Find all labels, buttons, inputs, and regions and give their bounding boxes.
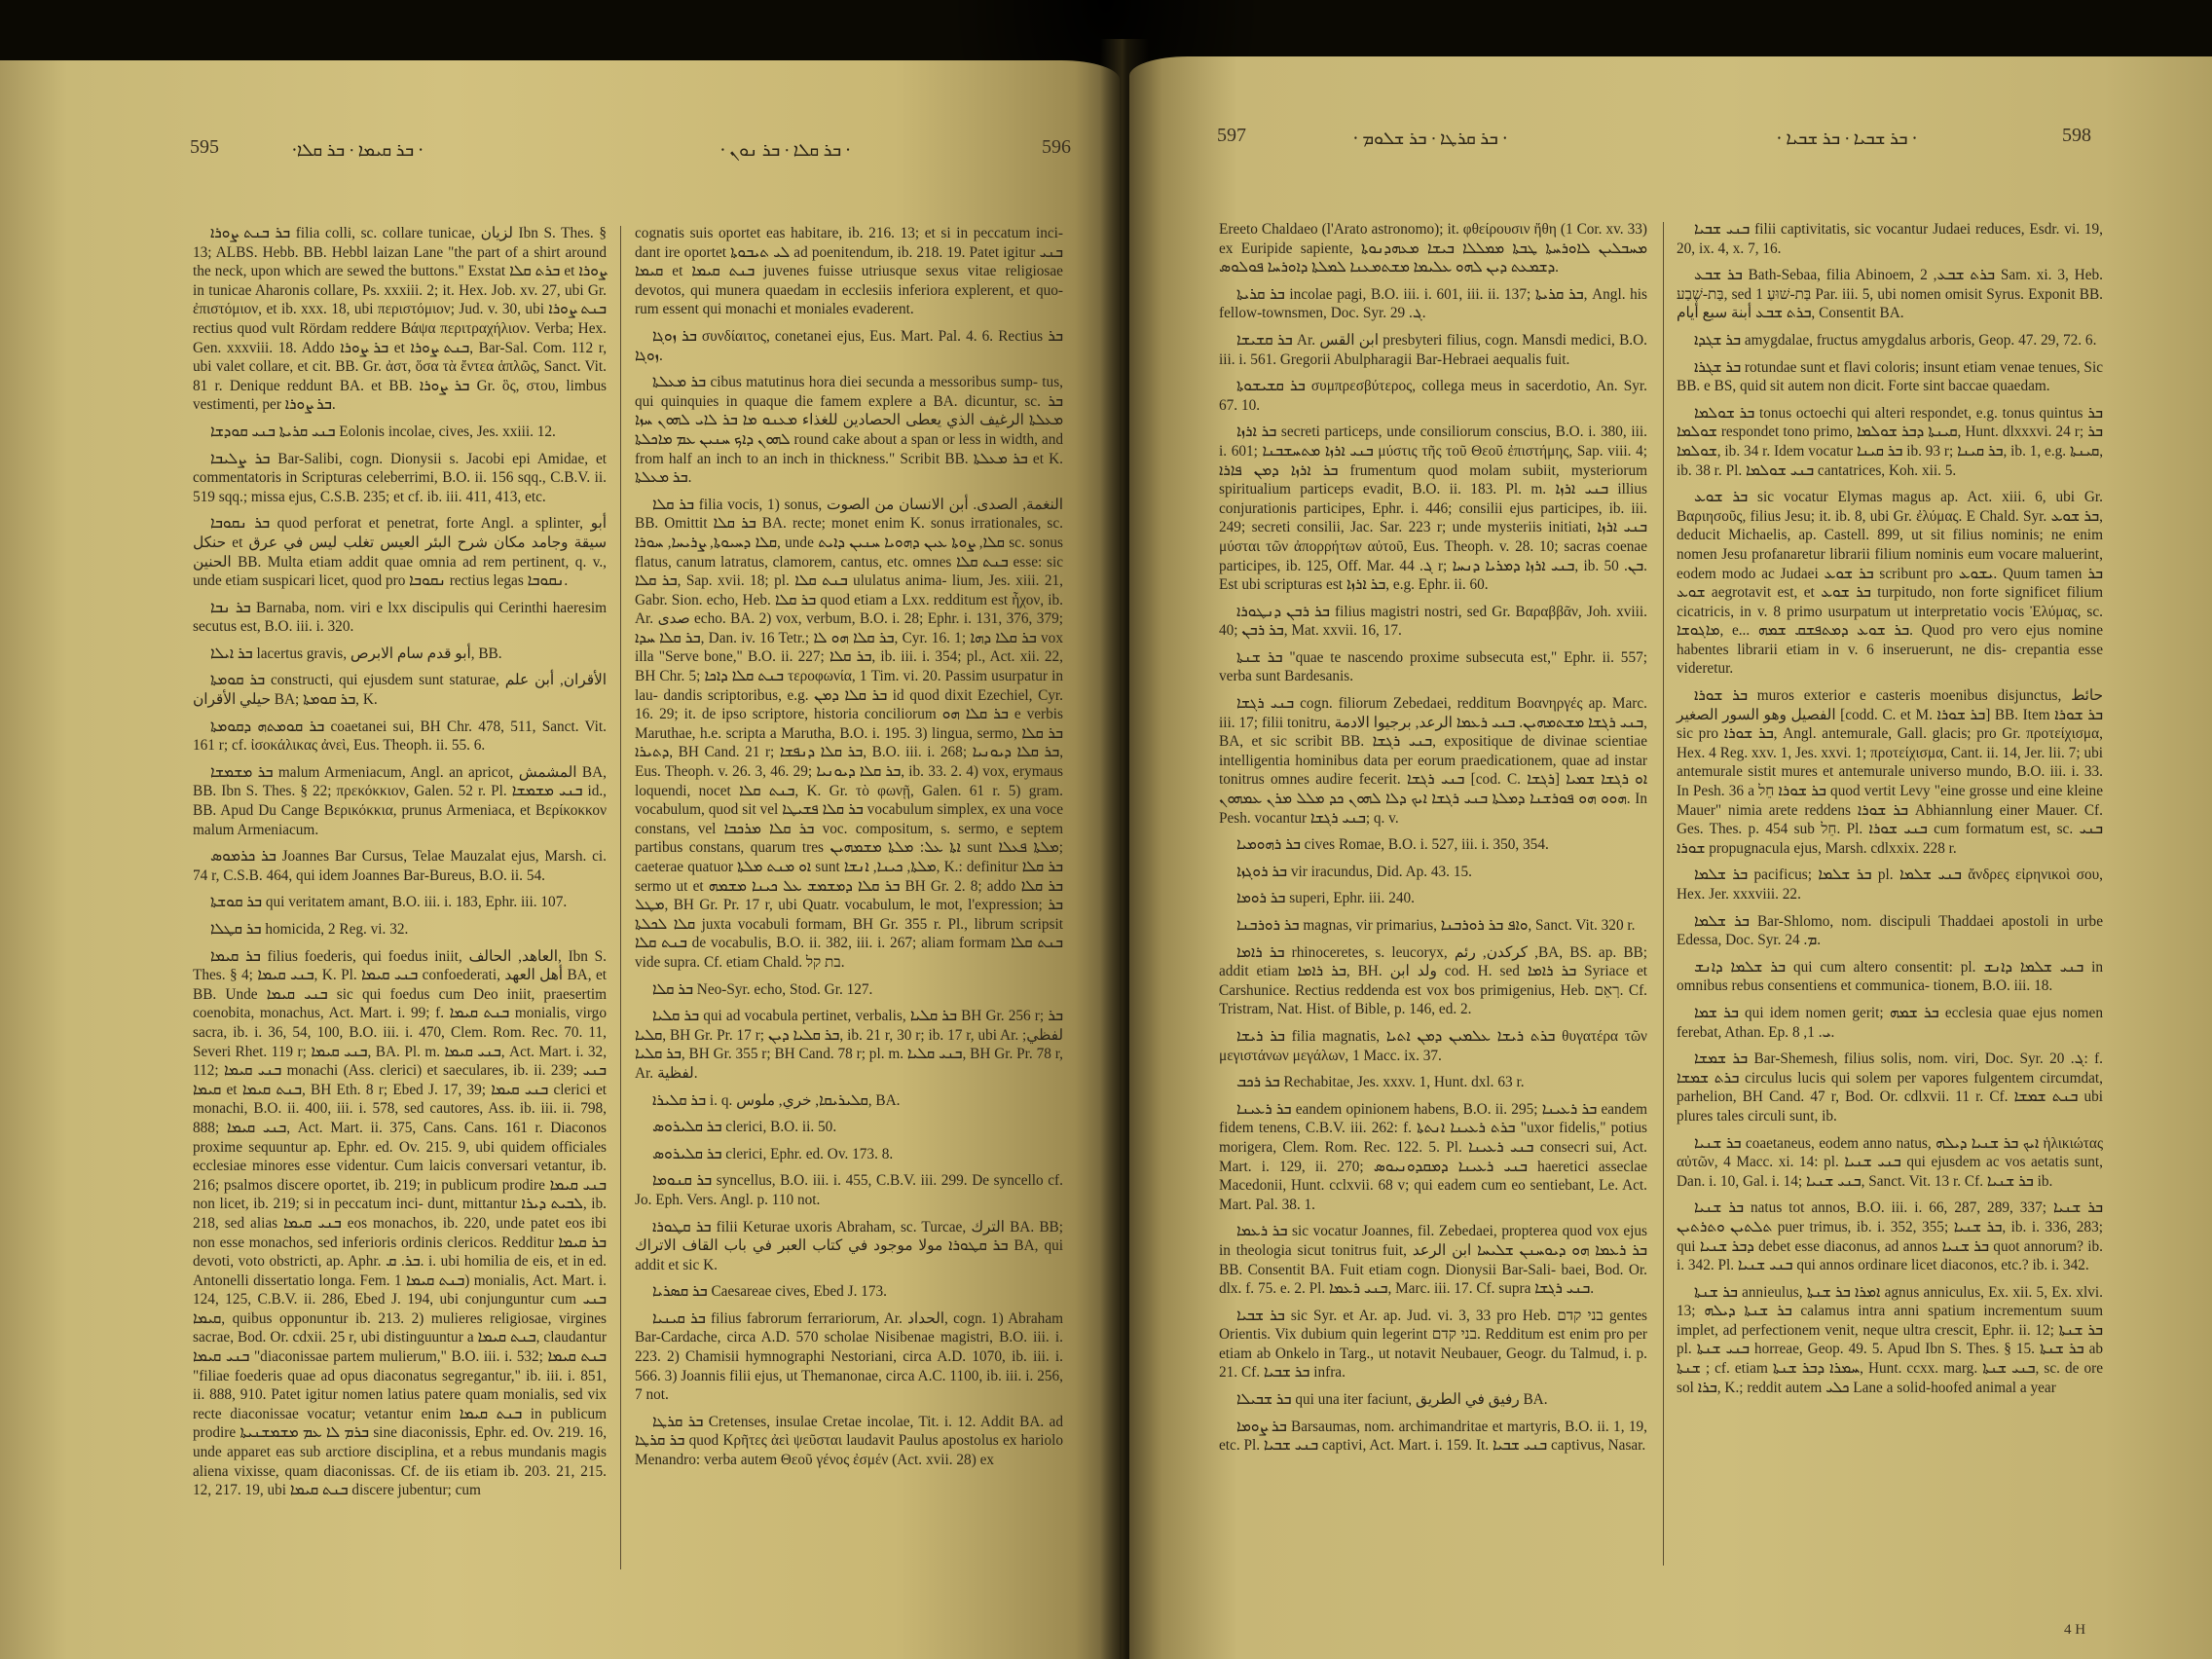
- dictionary-entry: ܒܪ ܩܘܫܬܐ qui veritatem amant, B.O. iii. i. 183, Ephr. iii. 107.: [210, 894, 568, 911]
- dictionary-entry: ܒܪ ܫܘܠܡܐ tonus octoechi qui alteri respondet, e.g. tonus quintus ܒܪ ܫܘܠܡܐ respondet tono primo, ܩܝܢܬܐ ܕܒܪ ܫܘܠܡܐ, Hunt. dlxxxvi. 24 r; ܒܪ ܫܘܠܡܐ, ib. 34 r. Idem vocatur ܒܪ ܩܝܢܐ ib. 93 r; ܒܪ ܩܝܢܐ, ib. 1, e.g. ܩܝܢܬܐ, ib. 38 r. Pl. ܒܢܝ ܫܘܠܡܐ cantatrices, Koh. xii. 5.: [1677, 404, 2104, 479]
- dictionary-entry: ܒܪ ܫܡܐ qui idem nomen gerit; ܒܪ ܫܡܗ ecclesia quae ejus nomen ferebat, Athan. Ep. ܝ. 1, 8.: [1677, 1004, 2103, 1041]
- right-page-header: [1129, 125, 2212, 164]
- dictionary-entry: ܒܪ ܫܒܝܐ sic Syr. et Ar. ap. Jud. vi. 3, 33 pro Heb. בני קדם gentes Orientis. Vix dubium quin legerint בני קדם. Redditum est enim pro per etiam ab Onkelo in Targ., ut notavit Neubauer, Geogr. du Talmud, i. p. 21. Cf. ܒܪ ܫܒܝܐ infra.: [1219, 1307, 1647, 1382]
- left-page-header: [0, 136, 1120, 175]
- dictionary-entry: ܒܪ ܫܘܪܐ muros exterior e casteris moenibus disjunctus, حائط الفصيل وهو السور الصغير [codd. C. et M. ܒܪ ܫܘܪܐ] BB. Item ܒܪ ܫܘܪܐ sic pro ܒܪ ܫܘܪܐ, Angl. antemurale, Gall. glacis; pro Gr. προτείχισμα, Hex. 4 Reg. xxv. 1, Jes. xxvi. 1; προτείχισμα, Cant. ii. 14, Jer. lii. 7; ubi antemurale sistit mures et antemurale universo mundo, B.O. iii. i. 33. In Pesh. 36 a ܒܪ ܫܘܪܐ חֵל quod vertit Levy "eine grosse und eine kleine Mauer" nimia arete reddens ܒܪ ܫܘܪܐ Abhiannlung einer Mauer. Cf. Ges. Thes. p. 454 sub חֵל. Pl. ܒܢܝ ܫܘܪܐ cum formatum est, sc. ܒܢܝ ܫܘܪܐ propugnacula ejus, Marsh. cdlxxix. 228 r.: [1677, 687, 2104, 857]
- dictionary-entry: ܒܪ ܩܠܝܐ qui ad vocabula pertinet, verbalis, ܒܪ ܩܠܝܐ BH Gr. 256 r; ܒܪ ܩܠܝܐ, BH Gr. Pr. 17 r; ܒܪ ܩܠܝܐ ܕܝܢ, ib. 21 r, 30 r; ib. 17 r, ubi Ar. لفظي; ܒܪ ܩܠܝܐ, BH Gr. 355 r; BH Cand. 78 r; pl. m. ܒܢܝ ܩܠܝܐ, BH Gr. Pr. 78 r, Ar. لفظية.: [635, 1008, 1064, 1082]
- dictionary-entry: ܒܢܝ ܫܒܝܐ filii captivitatis, sic vocantur Judaei reduces, Esdr. vi. 19, 20, ix. 4, x. 7, 16.: [1677, 221, 2104, 257]
- dictionary-entry: ܒܪ ܫܢܝܐ coaetaneus, eodem anno natus, ܐܝܟ ܒܪ ܫܢܝܐ ܕܝܠܗ ἡλικιώτας αὐτῶν, 4 Macc. xi. 14: pl. ܒܢܝ ܫܢܝܐ qui ejusdem ac vos aetatis sunt, Dan. i. 10, Gal. i. 14; ܒܢܝ ܫܢܝܐ, Sanct. Vit. 13 r. Cf. ܒܪ ܫܢܝܐ ib.: [1677, 1134, 2103, 1190]
- right-page: [1129, 56, 2212, 1659]
- dictionary-entry: ܒܪ ܡܫܡܫܐ malum Armeniacum, Angl. an apricot, المشمش BA, BB. Ibn S. Thes. § 22; πρεκόκκιον, Galen. 52 r. Pl. ܒܢܝ ܡܫܡܫܐ id., BB. Apud Du Cange Βερικόκκια, prunus Armeniaca, et Βερίκοκκον malum Armeniacum.: [193, 763, 608, 838]
- dictionary-entry: ܒܪ ܩܘܡܬܐ constructi, qui ejusdem sunt staturae, الأقران, أبن علم حيلي الأقران BA; ܒܪ ܩܘܡܬܐ, K.: [193, 672, 607, 709]
- dictionary-entry: ܒܪ ܫܢܬܐ "quae te nascendo proxime subsecuta est," Ephr. ii. 557; verba sunt Bardesanis.: [1219, 648, 1647, 685]
- dictionary-entry: ܒܪ ܫܠܡܐ pacificus; ܒܪ ܫܠܡܐ pl. ܒܢܝ ܫܠܡܐ ἄνδρες εἰρηνικοὶ σου, Hex. Jer. xxxviii. 22.: [1677, 866, 2104, 903]
- dictionary-entry: ܒܪ ܪܘܡܐ superi, Ephr. iii. 240.: [1236, 890, 1415, 907]
- dictionary-entry: ܒܪ ܟܪܡܘܣ Joannes Bar Cursus, Telae Mauzalat ejus, Marsh. ci. 74 r, C.S.B. 464, qui idem Joannes Bar-Bureus, B.O. ii. 54.: [193, 848, 607, 884]
- dictionary-entry: ܒܪ ܪܗܘܡܝܐ cives Romae, B.O. i. 527, iii. i. 350, 354.: [1236, 836, 1549, 854]
- dictionary-entry: ܒܪ ܫܠܡܐ ܕܐܢܫ qui cum altero consentit: pl. ܒܢܝ ܫܠܡܐ ܕܐܢܫ in omnibus rebus consentiens et communica- tionem, B.O. iii. 18.: [1677, 958, 2103, 995]
- dictionary-entry: ܒܪ ܫܒܝܠܐ qui una iter faciunt, رفيق في الطريق BA.: [1236, 1391, 1548, 1409]
- dictionary-entry: ܒܪ ܫܡܫܐ Bar-Shemesh, filius solis, nom. viri, Doc. Syr. ܓ. 20: f. ܒܪܬ ܫܡܫܐ circulus lucis qui solem per vapores fulgentem circumdat, parhelion, BH Cand. 47 r, Bod. Or. cdlxvii. 11 r. Cf. ܒܢܬ ܫܡܫܐ ubi plures tales circuli sunt, ib.: [1677, 1051, 2104, 1124]
- dictionary-entry: ܒܪ ܫܢܬܐ annieulus, ܐܡܪܐ ܒܪ ܫܢܬܐ agnus anniculus, Ex. xii. 5, Ex. xlvi. 13; ܒܪ ܫܢܬܐ ܕܝܠܗ calamus intra anni spatium incrementum suum implet, ad perfectionem venit, neque ultra crescit, Ephr. ii. 12; ܒܪ ܫܢܬܐ pl. ܒܢܝ ܫܢܬܐ horreae, Geop. 49. 5. Apud Ibn S. Thes. § 15. ܒܪ ܫܢܬܐ ab ܫܢܬܐ ; cf. etiam ܚܡܪܐ ܕܒܪ ܫܢܬܐ, Hunt. ccxx. marg. ܒܢܝ ܫܢܬܐ, sc. de ore sol ܒܪܐ, K.; reddit autem ܟܠܝ Lane a solid-hoofed animal a year: [1677, 1283, 2104, 1396]
- left-page-column-2: [635, 224, 1063, 1567]
- dictionary-entry: ܒܪ ܩܠܝܪܘܣ clerici, B.O. ii. 50.: [652, 1119, 837, 1136]
- dictionary-entry: ܒܪ ܩܪܝܬܐ incolae pagi, B.O. iii. i. 601, iii. ii. 137; ܒܪ ܩܪܝܬܐ, Angl. his fellow-townsmen, Doc. Syr. ܓ. 29.: [1219, 285, 1647, 322]
- dictionary-entry: ܒܪ ܪܘܪܒܢܐ magnas, vir primarius, ܘܐܦ ܒܪ ܪܘܪܒܢܐ, Sanct. Vit. 320 r.: [1236, 917, 1636, 934]
- dictionary-entry: ܒܪ ܨܘܡܐ Barsaumas, nom. archimandritae et martyris, B.O. ii. 1, 19, etc. Pl. ܒܢܝ ܫܒܝܐ captivi, Act. Mart. i. 159. It. ܒܢܝ ܫܒܝܐ captivus, Nasar.: [1219, 1418, 1647, 1455]
- page-number: 596: [1042, 136, 1071, 158]
- right-page-column-2: [1677, 220, 2103, 1564]
- column-rule: [620, 226, 621, 1569]
- dictionary-entry: ܒܪ ܩܛܘܪܐ filii Keturae uxoris Abraham, sc. Turcae, الترك BA. BB; ܒܪ ܩܛܘܪܐ مولا موجود في كتاب العبر في باب القاف الاتراك BA, qui addit et sic K.: [635, 1218, 1063, 1273]
- dictionary-entry: ܒܪ ܫܘܥ sic vocatur Elymas magus ap. Act. xiii. 6, ubi Gr. Βαριησοῦς, filius Jesu; it. ib. 8, ubi Gr. ἐλύμας. E Chald. Syr. ܒܪ ܫܘܥ, deducit Michaelis, ap. Castell. 899, ut sit filius nominis; ne enim nomen Jesu profanaretur librarii filium nominis eum vocare maluerint, eodem modo ac Judaei ܒܪ ܫܘܥ scribunt pro ܝܫܘܥ. Quum tamen ܒܪ ܫܘܥ aegrotavit est, et ܒܪ ܫܘܥ turpitudo, non forte significet filium cicatricis, in v. 8 primo usurpatum ut interpretatio vocis Ἐλύμας, sc. ܡܐܓܘܫܐ, e... ܒܪ ܫܘܥ ܕܡܬܦܫܩ ܫܡܗ. Quod pro vero ejus nomine habentes librarii etiam in v. 6 inseruerunt, ne dis- crepantia esse videretur.: [1677, 489, 2104, 678]
- dictionary-entry: ܒܪ ܪܥܝܢܐ eandem opinionem habens, B.O. ii. 295; ܒܪ ܪܥܝܢܐ eandem fidem tenens, C.B.V. iii. 262: f. ܒܪܬ ܪܥܝܢܐ ܐܢܬܬܐ "uxor fidelis," potius morigera, Clem. Rom. Rec. 122. 5. Pl. ܒܢܝ ܪܥܝܢܐ consecri sui, Act. Mart. i. 129, ii. 270; ܒܢܝ ܪܥܝܢܐ ܕܡܩܕܘܢܝܘܣ haeretici asseclae Macedonii, Hunt. cclxvii. 68 v; qui eadem cum eo sentiebant, Le. Act. Mart. Pal. 38. 1.: [1219, 1100, 1648, 1213]
- dictionary-entry: ܒܪ ܩܠܐ filia vocis, 1) sonus, النغمة, الصدى. أبن الانسان من الصوت BB. Omittit ܒܪ ܩܠܐ BA. recte; monet enim K. sonus irrationales, sc. ܩܠܐ ܕܚܝܘܬܐ, ܨܪܝܚܐ, ܚܘܪܐ, unde ܩܠܐ, ܨܘܬܐ ܥܝܢ ܕܗܘܝܐ ܚܢܝܢ ܕܐܝܬ sc. sonus flatus, canum latratus, clamorem, cantus, etc. omnes ܒܢܬ ܩܠܐ esse: sic ܒܪ ܩܠܐ, Sap. xvii. 18; pl. ܒܢܬ ܩܠܐ ululatus anima- lium, Jes. xiii. 21, Gabr. Sion. echo, Heb. ܒܪ ܩܠܐ quod etiam a Lxx. redditum est ἦχον, ib. Ar. صدى echo. BA. 2) vox, verbum, B.O. i. 28; Ephr. i. 131, 376, 379; ܒܪ ܩܠܐ ܚܕܐ, Dan. iv. 16 Tetr.; ܒܪ ܩܠܐ ܗܘ ܠܐ, Cyr. 16. 1; ܒܪ ܩܠܐ ܕܗܐ vox illa "Serve bone," B.O. ii. 227; ܒܪ ܩܠܐ, ib. iii. i. 354; pl., Act. xii. 22, BH Chr. 5; ܒܢܬ ܩܠܐ ܕܐܟܐ τεροφωνία, 1 Tim. vi. 20. Passim usurpatur in lau- dandis scriptoribus, e.g. ܒܪ ܩܠܐ ܕܡܢ id quod dixit Ezechiel, Cyr. 16. 29; it. de ipso scriptore, historia conciliorum ܒܪ ܩܠܐ ܗܘ e verbis Maruthae, h.e. scripta a Marutha, B.O. i. 195. 3) lingua, sermo, ܒܪ ܩܠܐ ܕܬܝܪܐ, BH Cand. 21 r; ܒܪ ܩܠܐ ܕܢܦܫܐ, B.O. iii. i. 268; ܒܪ ܩܠܐ ܕܝܘܢܝܐ, Eus. Theoph. v. 26. 3, 46. 29; ܒܪ ܩܠܐ ܕܝܘܢܝܐ, ib. 33. 2. 4) vox, erymaus loquendi, nocet ܒܢܬ ܩܠܐ, K. Gr. τὸ φωνῇ, Galen. 61 r. 5) gram. vocabulum, quod sit vel ܒܪ ܩܠܐ ܦܫܝܛܐ vocabulum simplex, ex una voce constans, vel ܒܪ ܩܠܐ ܡܪܟܒܐ voc. compositum, s. sermo, e septem partibus constans, quarum tres ܐܬܐ ܥܠ: ܡܠܬܐ ܡܫܡܗܝܢ sunt ܡܠܬܐ ܦܥܠܐ; caeterae quatuor ܐܘ ܡܢܬ ܡܠܬܐ sunt ܡܠܬܐ, ܟܝܢܐ, ܐܢܫܐ, K.: definitur ܒܪ ܩܠܐ sermo ut et ܒܪ ܩܠܐ ܕܡܫܡܫ ܥܠ ܟܝܢܐ ܡܫܡܗ BH Gr. 2. 8; addo ܒܪ ܩܠܐ ܡܛܠ, BH Gr. Pr. 17 r, ubi Quatr. vocabulum, le mot, l'expression; ܒܪ ܩܠܐ ܠܟܠܬܐ juxta vocabuli formam, BH Gr. 355 r. Pl., librum scripsit ܒܢܬ ܩܠܐ de vocabulis, B.O. ii. 382, iii. i. 267; aliam formam ܒܢܬ ܩܠܐ vide supra. Cf. etiam Chald. בת קל.: [635, 496, 1064, 971]
- dictionary-entry: ܒܪ ܒܢܬ ܨܘܪܐ filia colli, sc. collare tunicae, لزيان Ibn S. Thes. § 13; ALBS. Hebb. BB. Hebbl laizan Lane "the part of a shirt around the neck, upon which are sewed the buttons." Exstat ܒܪܬ ܩܠܐ et ܨܘܪܐ in tunicae Aharonis collare, Ps. xxxiii. 2; it. Hex. Job. xv. 27, ubi Gr. ἐπιστόμιον, et ib. xxx. 18, ubi περιστόμιον; Jud. v. 30, ubi ܒܢܬ ܨܘܪܐ rectius quod vult Rördam reddere Βάψα περιτραχήλιον. Verba; Hex. Gen. xxxviii. 18. Addo ܒܪ ܨܘܪܐ et ܒܢܬ ܨܘܪܐ, Bar-Sal. Com. 112 r, ubi valet collare, et cit. BB. Gr. ἀστ, ὅσα τὰ ἔντεα ἁπλῶς, Sanct. Vit. 81 r. Denique reddunt BA. et BB. ܒܪ ܨܘܪܐ Gr. ὃς, στου, limbus vestimenti, per ܒܪ ܨܘܪܐ.: [193, 225, 608, 414]
- running-head: ⸱ ܒܪ ܩܪܛܐ ⸱ ܒܪ ܫܠܘܡ ⸱: [1353, 129, 1508, 148]
- dictionary-entry: ܒܪ ܩܫܝܫܐ Ar. ابن القس presbyteri filius, cogn. Mansdi medici, B.O. iii. i. 561. Gregorii Abulpharagii Bar-Hebraei aequalis fuit.: [1219, 331, 1647, 368]
- dictionary-entry: ܒܪ ܨܠܝܒܐ Bar-Salibi, cogn. Dionysii s. Jacobi epi Amidae, et commentatoris in Scripturas celeberrimi, B.O. ii. 156 sqq., C.B.V. ii. 519 sqq.; missa ejus, C.S.B. 235; et cf. ib. iii. 411, 413, etc.: [193, 450, 607, 505]
- dictionary-entry: ܒܪ ܪܒܢ ܕܢܛܘܪܐ filius magistri nostri, sed Gr. Βαραββᾶν, Joh. xviii. 40; ܒܪ ܪܒܢ, Mat. xxvii. 16, 17.: [1219, 603, 1647, 640]
- dictionary-entry: ܒܪ ܩܘܡܬܗ ܕܩܘܡܬܐ coaetanei sui, BH Chr. 478, 511, Sanct. Vit. 161 r; cf. ἰσοκάλικας ἀνεὶ, Eus. Theoph. ii. 55. 6.: [193, 718, 607, 755]
- dictionary-entry: ܒܪ ܫܠܡܐ Bar-Shlomo, nom. discipuli Thaddaei apostoli in urbe Edessa, Doc. Syr. ܡ. 24.: [1677, 912, 2103, 949]
- running-head: ⸱ ܒܪ ܩܠܐ ⸱ ܒܪ ܢܘܢ ⸱: [720, 140, 851, 160]
- dictionary-entry: ܒܪ ܪܘܓܙܐ vir iracundus, Did. Ap. 43. 15.: [1236, 863, 1472, 880]
- dictionary-entry: ܒܪ ܫܓܪܐ rotundae sunt et flavi coloris; insunt etiam venae tenues, Sic BB. e BS, quid sit autem non dicit. Forte sint baccae quaedam.: [1677, 358, 2103, 395]
- dictionary-entry: ܒܪ ܩܢܘܡܐ syncellus, B.O. iii. i. 455, C.B.V. iii. 299. De syncello cf. Jo. Eph. Vers. Angl. p. 110 not.: [635, 1172, 1063, 1208]
- dictionary-entry: ܒܪ ܪܟܒ Rechabitae, Jes. xxxv. 1, Hunt. dxl. 63 r.: [1236, 1074, 1525, 1091]
- dictionary-entry: ܒܪ ܙܘܓܐ συνδίαιτος, conetanei ejus, Eus. Mart. Pal. 4. 6. Rectius ܒܪ ܙܘܓܐ.: [635, 327, 1063, 364]
- running-head: ⸱ ܒܪ ܫܒܝܐ ⸱ ܒܪ ܫܒܝܐ ⸱: [1777, 129, 1917, 148]
- running-head: ⸱ܒܪ ܩܝܡܐ ⸱ ܒܪ ܩܠܐ ⸱: [292, 140, 424, 160]
- dictionary-entry: ܒܪ ܐܝܠܐ lacertus gravis, أبو قدم سام الابرص, BB.: [210, 645, 502, 662]
- column-rule: [1663, 222, 1664, 1566]
- dictionary-entry: ܒܪ ܪܥܡܐ sic vocatur Joannes, fil. Zebedaei, propterea quod vox ejus in theologia sicut tonitrus fuit, ܒܪ ܪܥܡܐ ܗܘ ܕܝܘܚܢܢ ܫܠܝܚܐ ابن الرعد BB. Consentit BA. Fuit etiam cogn. Dionysii Bar-Sali- baei, Bod. Or. dlx. f. 75. e. 2. Pl. ܒܢܝ ܪܥܡܐ, Marc. iii. 17. Cf. supra ܒܢܝ ܪܓܫܐ.: [1219, 1223, 1647, 1298]
- dictionary-entry: ܒܪ ܩܫܝܫܘܬܐ συμπρεσβύτερος, collega meus in sacerdotio, An. Syr. 67. 10.: [1219, 378, 1647, 414]
- dictionary-entry: ܒܪ ܢܩܘܒܐ quod perforat et penetrat, forte Angl. a splinter, أبو حنكل et سيقة وجامد مكان شرح البئر العيس تغلب ليس في عرق الحنين BB. Multa etiam addit quae omnia ad rem pertinent, q. v., unde etiam suspicari licet, quod pro ܢܩܘܒܐ rectius legas ܢܩܘܒܐ.: [193, 515, 607, 590]
- signature-mark: 4 H: [2064, 1622, 2086, 1638]
- dictionary-entry: ܒܪ ܪܝܫܐ filia magnatis, ܒܪܬ ܪܝܫܐ ܥܠܡܝܢ ܕܡܢ ܐܬܝܐ θυγατέρα τῶν μεγιστάνων μεγάλων, 1 Macc. ix. 37.: [1219, 1027, 1647, 1064]
- dictionary-entry: ܒܢܝ ܪܓܫܐ cogn. filiorum Zebedaei, redditum Βοανηργές ap. Marc. iii. 17; filii tonitru, ܒܢܝ ܪܓܫܐ ܡܫܬܡܗܝܢ. ܒܢܝ ܪܥܡܐ الرعد, برجيوا الادمة, BA, et sic scribit BB. ܒܢܝ ܪܓܫܐ, expositique de divinae scientiae intelligentia hominibus data per eorum praedicationem, quae ad instar tonitrus omnes audire fecerit. ܒܢܝ ܪܓܫܐ [cod. C. ܪܓܫܐ] ܐܘ ܪܓܫܐ ܫܡܝܐ ܗܘܘ ܗܘ ܦܘܪܫܢܐ ܕܡܠܬܐ ܒܢܝ ܪܓܫܐ ܐܝܟ ܕܠܐ ܠܗܘܢ ܟܕ ܡܠܠ ܡܪܢ ܥܡܗܘܢ. In Pesh. vocantur ܒܢܝ ܪܓܫܐ; q. v.: [1219, 695, 1648, 827]
- dictionary-entry: ܒܪ ܡܥܠܬܐ cibus matutinus hora diei secunda a messoribus sump- tus, qui quinquies in quaque die famem explere a BA. dicuntur, sc. ܒܪ ܡܥܠܬܐ الرغيف الذي يعطى الحصادين للغذاء ܡܥܢܘ ܡܐ ܒܪ ܠܐܝ ܠܗܘܢ ܚܙܐ ܠܗܘܢ ܕܐܟ ܚܢܝܢ ܥܡ ܡܐܟܠܬܐ round cake about a span or less in width, and from half an inch to an inch in thickness." Scribit BB. ܒܪ ܡܥܠܬܐ et K. ܒܪ ܡܥܠܬܐ.: [635, 374, 1064, 487]
- dictionary-entry: ܒܪ ܩܝܡܐ filius foederis, qui foedus iniit, العاهد, الحالف, Ibn S. Thes. § 4; ܒܢܝ ܩܝܡܐ, K. Pl. ܒܢܝ ܩܝܡܐ confoederati, أهل العهد BA, et BB. Unde ܒܢܝ ܩܝܡܐ sic qui foedus cum Deo iniit, praesertim coenobita, monachus, Act. Mart. i. 99; f. ܒܢܬ ܩܝܡܐ monialis, virgo sacra, ib. i. 36, 54, 100, B.O. iii. i. 470, Clem. Rom. Rec. 70. 11, Severi Rhet. 119 r; ܒܢܝ ܩܝܡܐ, BA. Pl. m. ܒܢܝ ܩܝܡܐ, Act. Mart. i. 32, 112; ܒܢܝ ܩܝܡܐ monachi (Ass. clerici) et saeculares, ib. ii. 239; ܒܢܝ ܩܝܡܐ et ܒܢܬ ܩܝܡܐ, BH Eth. 8 r; Ebed J. 17, 39; ܒܢܝ ܩܝܡܐ clerici et monachi, B.O. ii. 400, iii. i. 578, sed cautores, Ass. ib. iii. ii. 798, 888; ܒܢܝ ܩܝܡܐ, Act. Mart. ii. 375, Cans. Cans. 161 r. Diaconos proxime sequuntur ap. Ephr. ed. Ov. 215. 9, ubi quidem officiales ecclesiae minores esse videntur. Cum laicis conversari vetantur, ib. 216; psalmos discere oportet, ib. 219; in publicum prodire ܒܢܝ ܩܝܡܐ non licet, ib. 219; si in peccatum inci- dunt, mittantur ܠܒܝܬ ܕܝܪܐ, ib. 218, sed alias ܒܢܝ ܩܝܡܐ eos monachos, ib. 220, unde patet eos ibi non esse monachos, sed inferioris ordinis clericos. Redditur ܒܪ ܩܝܡܐ devoti, voto obstricti, ap. Aphr. ܒܪ. ܩ. i. ubi homilia de eis, et in ed. Antonelli dissertatio longa. Fem. ܒܢܬ ܩܝܡܐ 1) monialis, Act. Mart. i. 124, 125, C.B.V. ii. 286, Ebed J. 194, ubi conjunguntur cum ܒܢܝ ܩܝܡܐ, quibus opponuntur ib. 213. 2) mulieres religiosae, virgines sacrae, Bod. Or. cdxii. 25 r, ubi distinguuntur a ܒܢܬ ܩܝܡܐ, claudantur ܒܢܝ ܩܝܡܐ "diaconissae partem mulierum," B.O. iii. i. 532; ܒܢܬ ܩܝܡܐ "filiae foederis quae ad opus diaconatus segregantur," ib. iii. i. 851, ii. 888, 910. Patet igitur nomen latius patere quam monialis, sed vix recte diaconissae vocatur; vetantur enim ܒܢܬ ܩܝܡܐ in publicum prodire ܒܪܡ ܠܐ ܥܡ ܡܫܡܫܢܝܬܐ sine diaconissis, Ephr. ed. Ov. 219. 16, unde apparet eas sub arctiore disciplina, et a rebus mundanis magis aliena vixisse, quam diaconissas. Cf. de iis etiam ib. 203. 21, 215. 12, 217. 19, ubi ܒܢܬ ܩܝܡܐ discere jubentur; cum: [193, 947, 608, 1499]
- page-number: 597: [1217, 125, 1246, 146]
- dictionary-entry: ܒܢܝ ܩܪܝܬܐ ܒܢܝ ܩܘܕܫܐ Eolonis incolae, cives, Jes. xxiii. 12.: [210, 423, 556, 440]
- dictionary-entry: ܒܪ ܐܪܙܐ secreti particeps, unde consiliorum conscius, B.O. i. 380, iii. i. 601; ܒܢܝ ܐܪܙܐ ܡܬܚܫܒܢܐ μύστις τῆς τοῦ Θεοῦ ἐπιστήμης, Sap. viii. 4; ܒܪ ܐܪܙܐ ܕܡܢ ܦܐܪܐ frumentum quod molam subiit, mysteriorum spiritualium particeps evadit, B.O. ii. 183. Pl. m. ܒܢܝ ܐܪܙܐ illius conjurationis participes, Ephr. i. 446; consilii ejus participes, ib. iii. 249; secreti consilii, Jac. Sar. 223 r; unde mysteriis initiati, ܒܢܝ ܐܪܙܐ μύσται τῶν ἀπορρήτων αὐτοῦ, Eus. Theoph. v. 28. 10; sacras coenae participes, ib. 125, Off. Mar. ܓ. 44 r; ܒܢܝ ܐܪܙܐ ܕܡܪܝܐ ܕܢܚܐ, ib. ܒܢ. 50. Est ubi scripturas est ܒܪ ܐܪܙܐ, e.g. Ephr. ii. 60.: [1219, 424, 1648, 594]
- dictionary-entry: ܒܪ ܩܣܪܝܐ Caesareae cives, Ebed J. 173.: [652, 1283, 887, 1301]
- dictionary-entry: Ereeto Chaldaeo (l'Arato astronomo); it. φθείρουσιν ἤθη (1 Cor. xv. 33) ex Euripide sapiente, ܡܚܒܠܝܢ ܠܐܘܪܚܬܐ ܛܒܬܐ ܡܡܠܠܐ ܒܝܫܐ ܡܥܗܕܢܘܬܐ ܕܫܡܥܬ ܕܝܢ ܠܗܘ ܥܠܝܡܐ ܡܫܬܡܥܢܐ ܠܡܠܬܐ ܕܐܘܪܚܐ ܦܘܠܘܣ.: [1219, 221, 1647, 276]
- dictionary-entry: ܒܪ ܫܢܝܐ natus tot annos, B.O. iii. i. 66, 287, 289, 337; ܒܪ ܫܢܝܐ ܬܠܬܝܢ ܘܬܪܬܝܢ puer trimus, ib. i. 352, 355; ܒܪ ܫܢܝܐ, ib. i. 336, 283; qui ܕܒܪ ܫܢܝܐ debet esse diaconus, ad annos ܒܪ ܫܢܝܐ quot annorum? ib. i. 342. Pl. ܒܢܝ ܫܢܝܐ qui annos ordinare licet diaconos, etc.? ib. i. 342.: [1677, 1199, 2103, 1274]
- dictionary-entry: ܒܪ ܫܒܥ Bath-Sebaa, filia Abinoem, ܒܪܬ ܫܒܥ, 2 Sam. xi. 3, Heb. בַּת-שֶׁבַע, sed בַּת-שׁוּעַ 1 Par. iii. 5, ubi nomen omisit Syrus. Exponit BB. ܒܪܬ ܫܒܥ أبنة سبع أيام, Consentit BA.: [1677, 267, 2103, 322]
- dictionary-entry: ܒܪ ܩܛܠܐ homicida, 2 Reg. vi. 32.: [210, 921, 409, 938]
- dictionary-entry: ܒܪ ܩܠܝܪܘܣ clerici, Ephr. ed. Ov. 173. 8.: [652, 1145, 894, 1162]
- page-number: 595: [190, 136, 219, 158]
- right-page-column-1: [1219, 220, 1647, 1564]
- dictionary-entry: ܒܪ ܫܓܕܐ amygdalae, fructus amygdalus arboris, Geop. 47. 29, 72. 6.: [1694, 331, 2097, 349]
- dictionary-entry: ܒܪ ܩܝܢܝܐ filius fabrorum ferrariorum, Ar. الحداد, cogn. 1) Abraham Bar-Cardache, circa A.D. 570 scholae Nisibenae magistri, B.O. iii. i. 223. 2) Chamisii hymnographi Nestoriani, circa A.D. 1070, ib. iii. i. 566. 3) Joannis filii ejus, ut Themanonae, circa A.C. 1100, ib. iii. i. 256, 7 not.: [635, 1309, 1064, 1404]
- dictionary-entry: ܒܪ ܪܐܡܐ rhinoceretes, s. leucoryx, كركدن, رئم ,BA, BS. ap. BB; addit etiam ܒܪ ܪܐܡܐ, BH. ولد ابن cod. H. sed ܒܪ ܪܐܡܐ Syriace et Carshunice. Rectius reddenda est vox bos primigenius, Heb. רְאֵם. Cf. Tristram, Nat. Hist. of Bible, p. 146, ed. 2.: [1219, 943, 1648, 1018]
- dictionary-entry: cognatis suis oportet eas habitare, ib. 216. 13; et si in peccatum inci- dant ire oportet ܠܝ ܬܝܒܘܬܐ ad poenitendum, ib. 218. 19. Patet igitur ܒܢܝ ܩܝܡܐ et ܒܢܬ ܩܝܡܐ juvenes fuisse utriusque sexus vitae religiosae devotos, qui munera quaedam in ecclesiis inferiora explerent, et quo- rum essent qui monachi et moniales evaderent.: [635, 225, 1063, 318]
- dictionary-entry: ܒܪ ܩܠܐ Neo-Syr. echo, Stod. Gr. 127.: [652, 980, 873, 998]
- dictionary-entry: ܒܪ ܩܪܛܐ Cretenses, insulae Cretae incolae, Tit. i. 12. Addit BA. ad ܒܪ ܩܪܛܐ quod Κρῆτες ἀεὶ ψεῦσται laudavit Paulus apostolus ex hariolo Menandro: verba autem Θεοῦ γένος ἐσμέν (Act. xvii. 28) ex: [635, 1413, 1063, 1469]
- page-number: 598: [2062, 125, 2091, 146]
- left-page: [0, 60, 1120, 1659]
- dictionary-entry: ܒܪ ܩܠܝܪܐ i. q. ܩܠܝܪܝܩܐ, خري, ملوس, BA.: [652, 1091, 901, 1109]
- left-page-column-1: [193, 224, 607, 1567]
- dictionary-entry: ܒܪ ܢܒܐ Barnaba, nom. viri e lxx discipulis qui Cerinthi haeresim secutus est, B.O. iii. i. 320.: [193, 599, 607, 636]
